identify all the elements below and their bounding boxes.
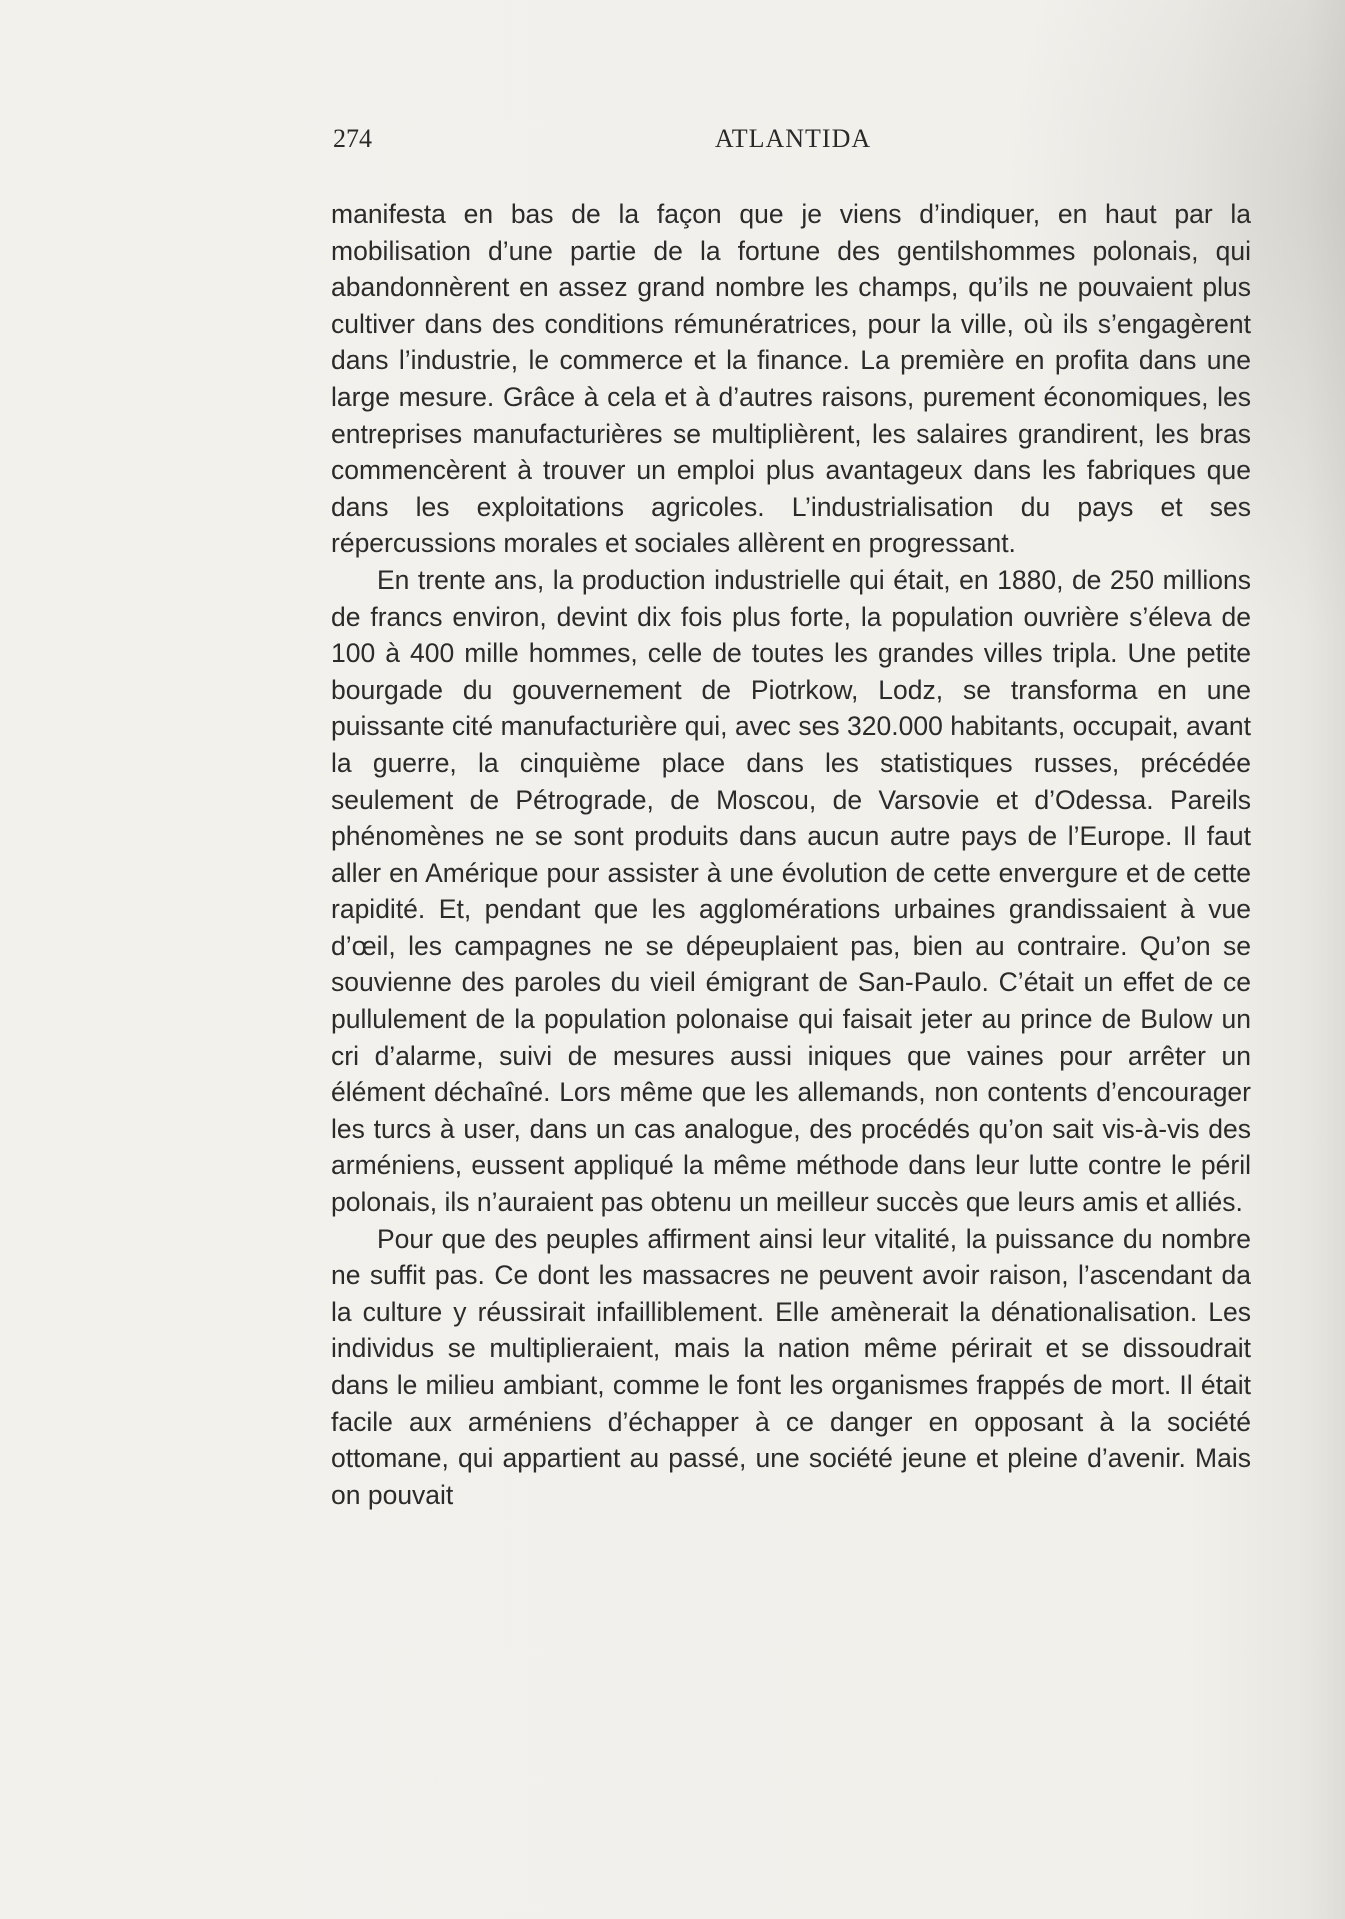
running-head — [333, 124, 1253, 160]
body-text — [331, 196, 1251, 1513]
running-title: ATLANTIDA — [714, 124, 872, 153]
paragraph: manifesta en bas de la façon que je viens d’indiquer, en haut par la mobilisation d’une partie de la fortune des gentilshommes polonais, qui abandonnèrent en assez grand nombre les champs, qu’ils ne pouvaient plus cultiver dans des conditions rémunératrices, pour la ville, où ils s’engagèrent dans l’industrie, le commerce et la finance. La première en profita dans une large mesure. Grâce à cela et à d’autres raisons, purement économiques, les entreprises manufacturières se multiplièrent, les salaires grandirent, les bras commencèrent à trouver un emploi plus avantageux dans les fabriques que dans les exploitations agricoles. L’industrialisation du pays et ses répercussions morales et sociales allèrent en progressant. — [331, 199, 1251, 559]
page-number: 274 — [333, 124, 372, 153]
paragraph: Pour que des peuples affirment ainsi leur vitalité, la puissance du nombre ne suffit pas. Ce dont les massacres ne peuvent avoir raison, l’ascendant da la culture y réussirait infailliblement. Elle amènerait la dénationalisation. Les individus se multiplieraient, mais la nation même périrait et se dissoudrait dans le milieu ambiant, comme le font les organismes frappés de mort. Il était facile aux arméniens d’échapper à ce danger en opposant à la société ottomane, qui appartient au passé, une société jeune et pleine d’avenir. Mais on pouvait — [331, 1223, 1251, 1510]
paragraph: En trente ans, la production industrielle qui était, en 1880, de 250 millions de francs environ, devint dix fois plus forte, la population ouvrière s’éleva de 100 à 400 mille hommes, celle de toutes les grandes villes tripla. Une petite bourgade du gouvernement de Piotrkow, Lodz, se transforma en une puissante cité manufacturière qui, avec ses 320.000 habitants, occupait, avant la guerre, la cinquième place dans les statistiques russes, précédée seulement de Pétrograde, de Moscou, de Varsovie et d’Odessa. Pareils phénomènes ne se sont produits dans aucun autre pays de l’Europe. Il faut aller en Amérique pour assister à une évolution de cette envergure et de cette rapidité. Et, pendant que les agglomérations urbaines grandissaient à vue d’œil, les campagnes ne se dépeuplaient pas, bien au contraire. Qu’on se souvienne des paroles du vieil émigrant de San-Paulo. C’était un effet de ce pullulement de la population polonaise qui faisait jeter au prince de Bulow un cri d’alarme, suivi de mesures aussi iniques que vaines pour arrêter un élément déchaîné. Lors même que les allemands, non contents d’encourager les turcs à user, dans un cas analogue, des procédés qu’on sait vis-à-vis des arméniens, eussent appliqué la même méthode dans leur lutte contre le péril polonais, ils n’auraient pas obtenu un meilleur succès que leurs amis et alliés. — [331, 564, 1251, 1218]
